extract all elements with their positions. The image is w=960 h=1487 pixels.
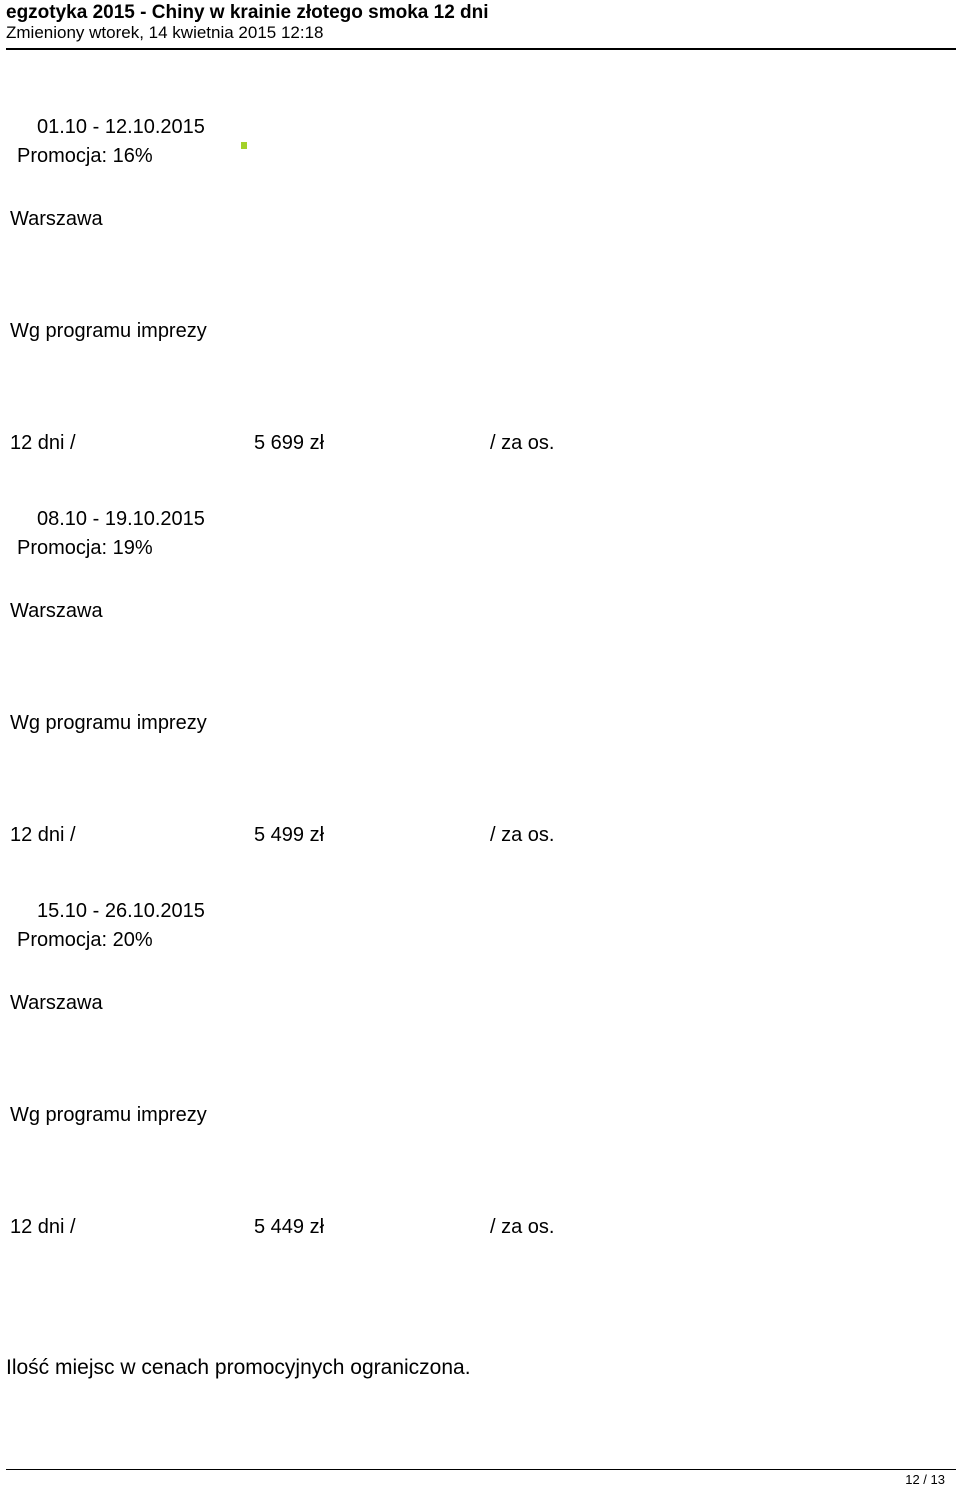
header-divider: [6, 48, 956, 50]
offer-per-person: / za os.: [490, 1216, 555, 1238]
offer-promo: Promocja: 16%: [17, 145, 153, 167]
offer-promo: Promocja: 19%: [17, 537, 153, 559]
offer-dates: 08.10 - 19.10.2015: [37, 508, 205, 530]
offer-block: [0, 116, 960, 496]
green-square-bullet-icon: [241, 142, 247, 149]
offer-duration: 12 dni /: [10, 432, 76, 454]
offer-per-person: / za os.: [490, 824, 555, 846]
offer-promo: Promocja: 20%: [17, 929, 153, 951]
modified-date: Zmieniony wtorek, 14 kwietnia 2015 12:18: [6, 23, 324, 42]
offer-price: 5 449 zł: [254, 1216, 325, 1238]
footer-divider: [6, 1469, 956, 1470]
offer-block: [0, 508, 960, 888]
document-title: egzotyka 2015 - Chiny w krainie złotego smoka 12 dni: [6, 2, 489, 23]
offer-price: 5 699 zł: [254, 432, 325, 454]
offer-program: Wg programu imprezy: [10, 712, 207, 734]
offer-city: Warszawa: [10, 208, 103, 230]
offer-block: [0, 900, 960, 1280]
offer-city: Warszawa: [10, 992, 103, 1014]
offer-dates: 15.10 - 26.10.2015: [37, 900, 205, 922]
offer-duration: 12 dni /: [10, 1216, 76, 1238]
offer-dates: 01.10 - 12.10.2015: [37, 116, 205, 138]
offer-program: Wg programu imprezy: [10, 1104, 207, 1126]
offer-per-person: / za os.: [490, 432, 555, 454]
offer-duration: 12 dni /: [10, 824, 76, 846]
page-number: 12 / 13: [905, 1472, 945, 1487]
offer-program: Wg programu imprezy: [10, 320, 207, 342]
limited-seats-note: Ilość miejsc w cenach promocyjnych ograniczona.: [6, 1356, 471, 1379]
offer-price: 5 499 zł: [254, 824, 325, 846]
offer-city: Warszawa: [10, 600, 103, 622]
